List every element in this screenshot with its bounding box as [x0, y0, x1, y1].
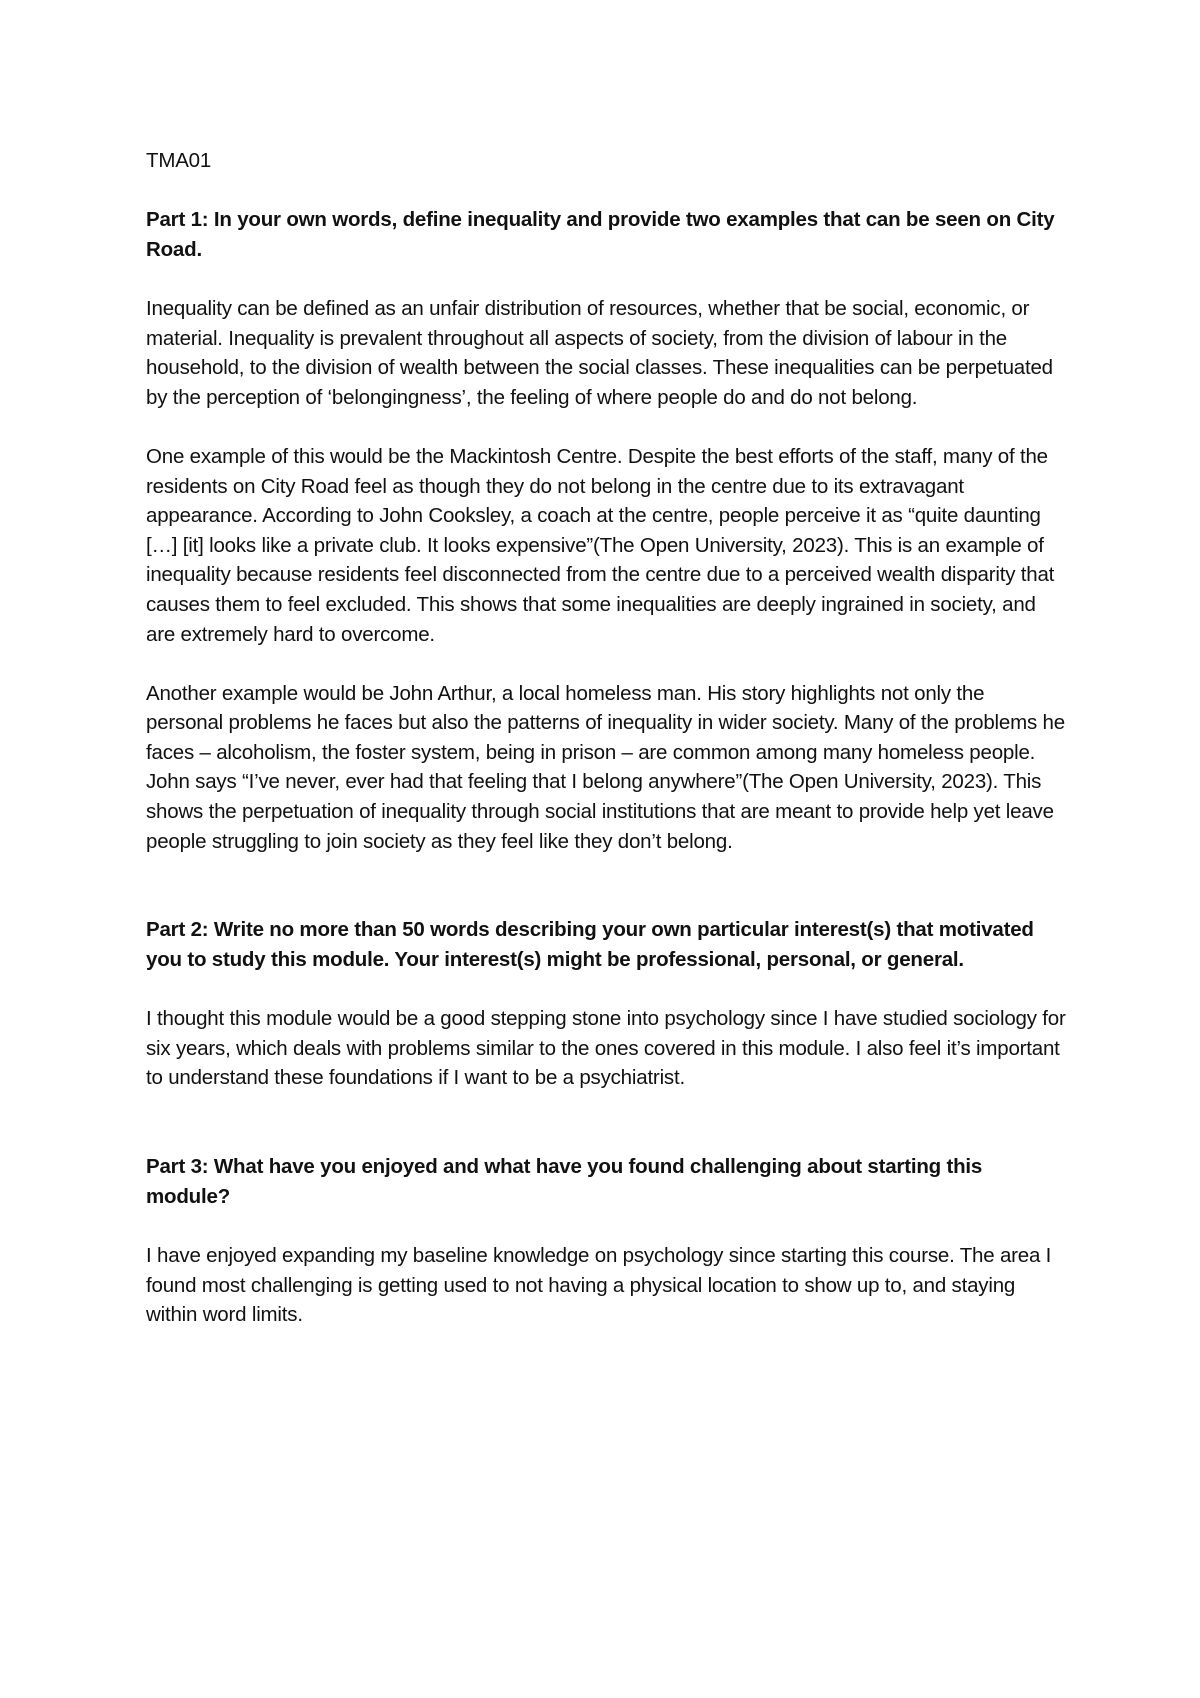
part1-paragraph-mackintosh-centre: One example of this would be the Mackintosh Centre. Despite the best efforts of the staff, many of the residents on City Road feel as though they do not belong in the centre due to its extravagant appearance. According to John Cooksley, a coach at the centre, people perceive it as “quite daunting […] [it] looks like a private club. It looks expensive”(The Open University, 2023). This is an example of inequality because residents feel disconnected from the centre due to a perceived wealth disparity that causes them to feel excluded. This shows that some inequalities are deeply ingrained in society, and are extremely hard to overcome.	[146, 444, 1055, 646]
section-spacer	[146, 1123, 1066, 1153]
part1-paragraph-definition: Inequality can be defined as an unfair distribution of resources, whether that be social, economic, or material. Inequality is prevalent throughout all aspects of society, from the division of labour in the household, to the division of wealth between the social classes. These inequalities can be perpetuated by the perception of ‘belongingness’, the feeling of where people do and do not belong.	[146, 296, 1053, 409]
part1-heading: Part 1: In your own words, define inequality and provide two examples that can be seen on City Road.	[146, 208, 1055, 261]
document-body	[146, 146, 1066, 1359]
part1-paragraph-john-arthur: Another example would be John Arthur, a local homeless man. His story highlights not only the personal problems he faces but also the patterns of inequality in wider society. Many of the problems he faces – alcoholism, the foster system, being in prison – are common among many homeless people. John says “I’ve never, ever had that feeling that I belong anywhere”(The Open University, 2023). This shows the perpetuation of inequality through social institutions that are meant to provide help yet leave people struggling to join society as they feel like they don’t belong.	[146, 681, 1065, 853]
document-title: TMA01	[146, 149, 212, 172]
part3-paragraph-answer: I have enjoyed expanding my baseline knowledge on psychology since starting this course. The area I found most challenging is getting used to not having a physical location to show up to, and staying within word limits.	[146, 1243, 1052, 1327]
part3-heading: Part 3: What have you enjoyed and what have you found challenging about starting this module?	[146, 1155, 983, 1208]
section-spacer	[146, 886, 1066, 916]
part2-heading: Part 2: Write no more than 50 words describing your own particular interest(s) that motivated you to study this module. Your interest(s) might be professional, personal, or general.	[146, 918, 1034, 972]
part2-paragraph-answer: I thought this module would be a good stepping stone into psychology since I have studied sociology for six years, which deals with problems similar to the ones covered in this module. I also feel it’s important to understand these foundations if I want to be a psychiatrist.	[146, 1007, 1066, 1090]
